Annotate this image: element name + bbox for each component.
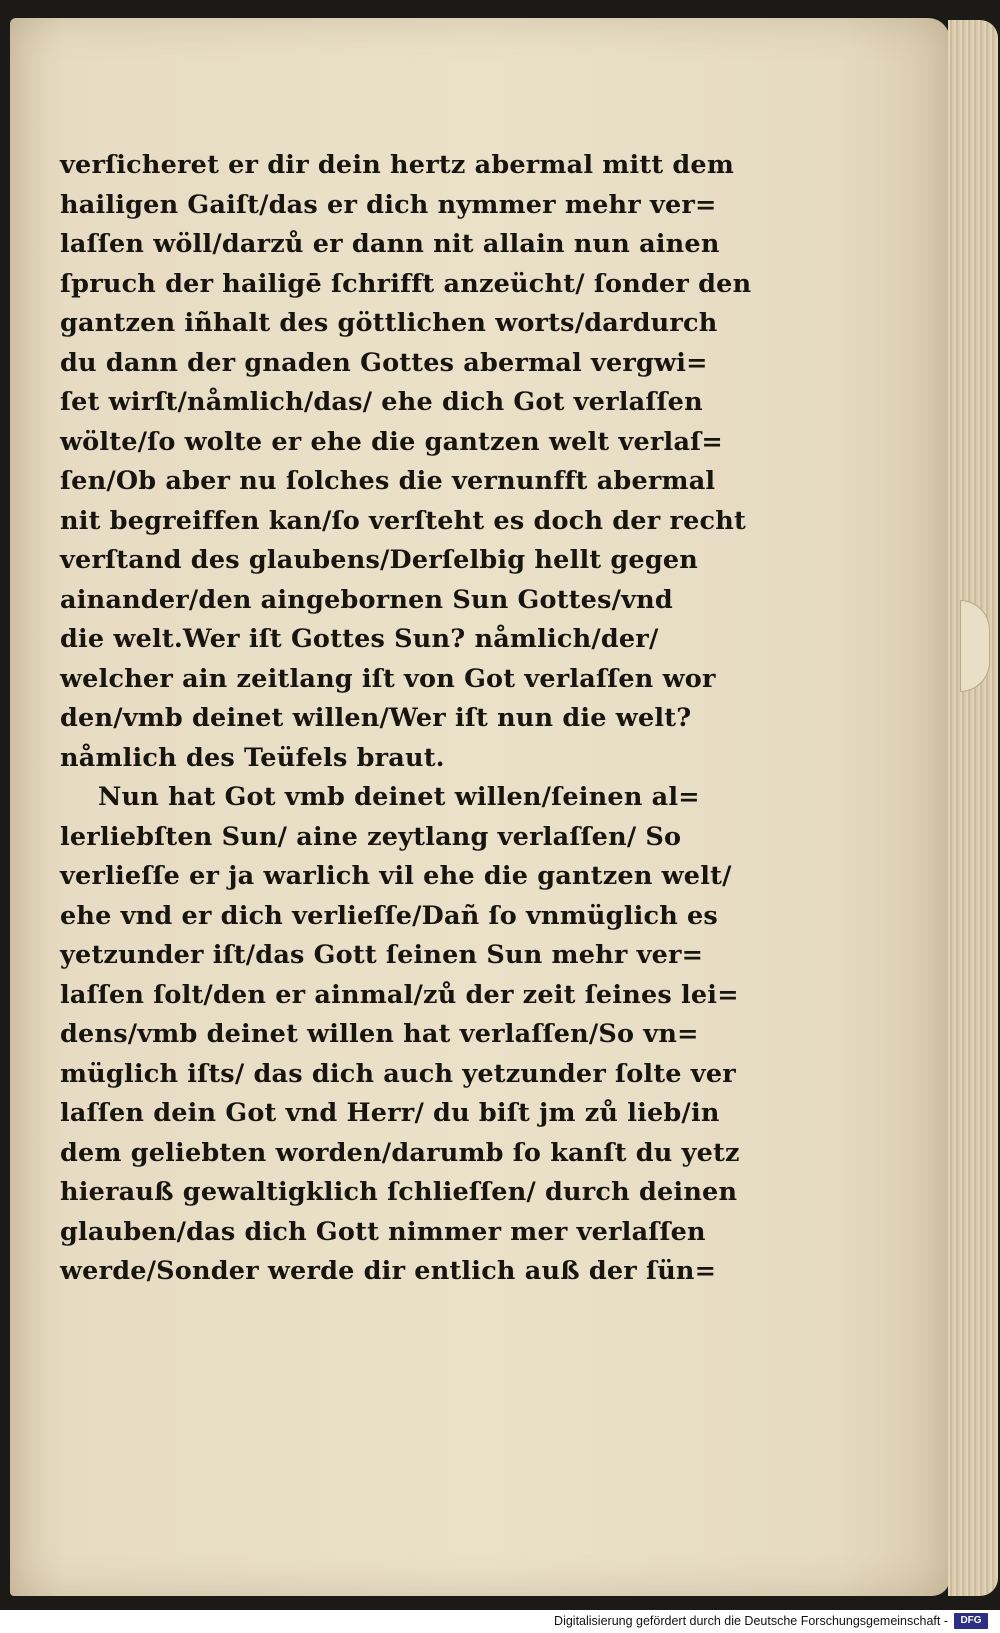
text-line: du dann der gnaden Gottes abermal vergwi= bbox=[60, 347, 708, 378]
text-line: laſſen wöll/darzů er dann nit allain nun ainen bbox=[60, 229, 720, 259]
text-line: Nun hat Got vmb deinet willen/ſeinen al= bbox=[98, 782, 700, 812]
text-line: gantzen iñhalt des göttlichen worts/dardurch bbox=[60, 308, 718, 338]
page-fore-edge bbox=[948, 20, 998, 1596]
text-line: yetzunder iſt/das Gott ſeinen Sun mehr ver= bbox=[60, 940, 704, 970]
text-line: hailigen Gaiſt/das er dich nymmer mehr ver= bbox=[60, 189, 717, 220]
text-line: den/vmb deinet willen/Wer iſt nun die welt? bbox=[60, 703, 692, 733]
text-line: ſet wirſt/nåmlich/das/ ehe dich Got verlaſſen bbox=[60, 387, 703, 417]
text-line: ſpruch der hailigē ſchrifft anzeücht/ ſonder den bbox=[60, 268, 752, 299]
text-line: hierauß gewaltigklich ſchlieſſen/ durch deinen bbox=[60, 1177, 738, 1207]
text-line: nåmlich des Teüfels braut. bbox=[60, 742, 445, 773]
text-line: müglich iſts/ das dich auch yetzunder ſolte ver bbox=[60, 1058, 736, 1089]
footer-bar bbox=[0, 1610, 1000, 1633]
text-line: werde/Sonder werde dir entlich auß der ſün= bbox=[60, 1256, 717, 1286]
text-line: die welt.Wer iſt Gottes Sun? nåmlich/der/ bbox=[60, 624, 659, 654]
text-line: laſſen ſolt/den er ainmal/zů der zeit ſeines lei= bbox=[60, 979, 739, 1010]
text-line: ſen/Ob aber nu ſolches die vernunfft abermal bbox=[60, 466, 716, 496]
text-line: dens/vmb deinet willen hat verlaſſen/So vn= bbox=[60, 1019, 699, 1049]
text-line: welcher ain zeitlang iſt von Got verlaſſen wor bbox=[60, 663, 716, 694]
paragraph-2 bbox=[60, 778, 780, 1292]
text-line: verſicheret er dir dein hertz abermal mitt dem bbox=[60, 150, 735, 180]
paragraph-1 bbox=[60, 146, 780, 778]
text-line: ainander/den aingebornen Sun Gottes/vnd bbox=[60, 584, 673, 615]
book-page bbox=[10, 18, 950, 1596]
text-line: nit begreiffen kan/ſo verſteht es doch der recht bbox=[60, 505, 746, 536]
funding-credit: Digitalisierung gefördert durch die Deutsche Forschungsgemeinschaft - bbox=[554, 1614, 948, 1628]
text-line: verlieſſe er ja warlich vil ehe die gantzen welt/ bbox=[60, 861, 732, 891]
text-line: ehe vnd er dich verlieſſe/Dañ ſo vnmüglich es bbox=[60, 900, 718, 931]
text-line: verſtand des glaubens/Derſelbig hellt gegen bbox=[60, 545, 699, 575]
text-line: laſſen dein Got vnd Herr/ du biſt jm zů lieb/in bbox=[60, 1098, 720, 1128]
text-line: wölte/ſo wolte er ehe die gantzen welt verlaſ= bbox=[60, 426, 723, 457]
text-line: glauben/das dich Gott nimmer mer verlaſſen bbox=[60, 1216, 706, 1247]
page-text bbox=[60, 146, 780, 1292]
text-line: dem geliebten worden/darumb ſo kanſt du yetz bbox=[60, 1137, 740, 1168]
dfg-logo: DFG bbox=[954, 1613, 988, 1629]
text-line: lerliebſten Sun/ aine zeytlang verlaſſen/ So bbox=[60, 821, 682, 852]
